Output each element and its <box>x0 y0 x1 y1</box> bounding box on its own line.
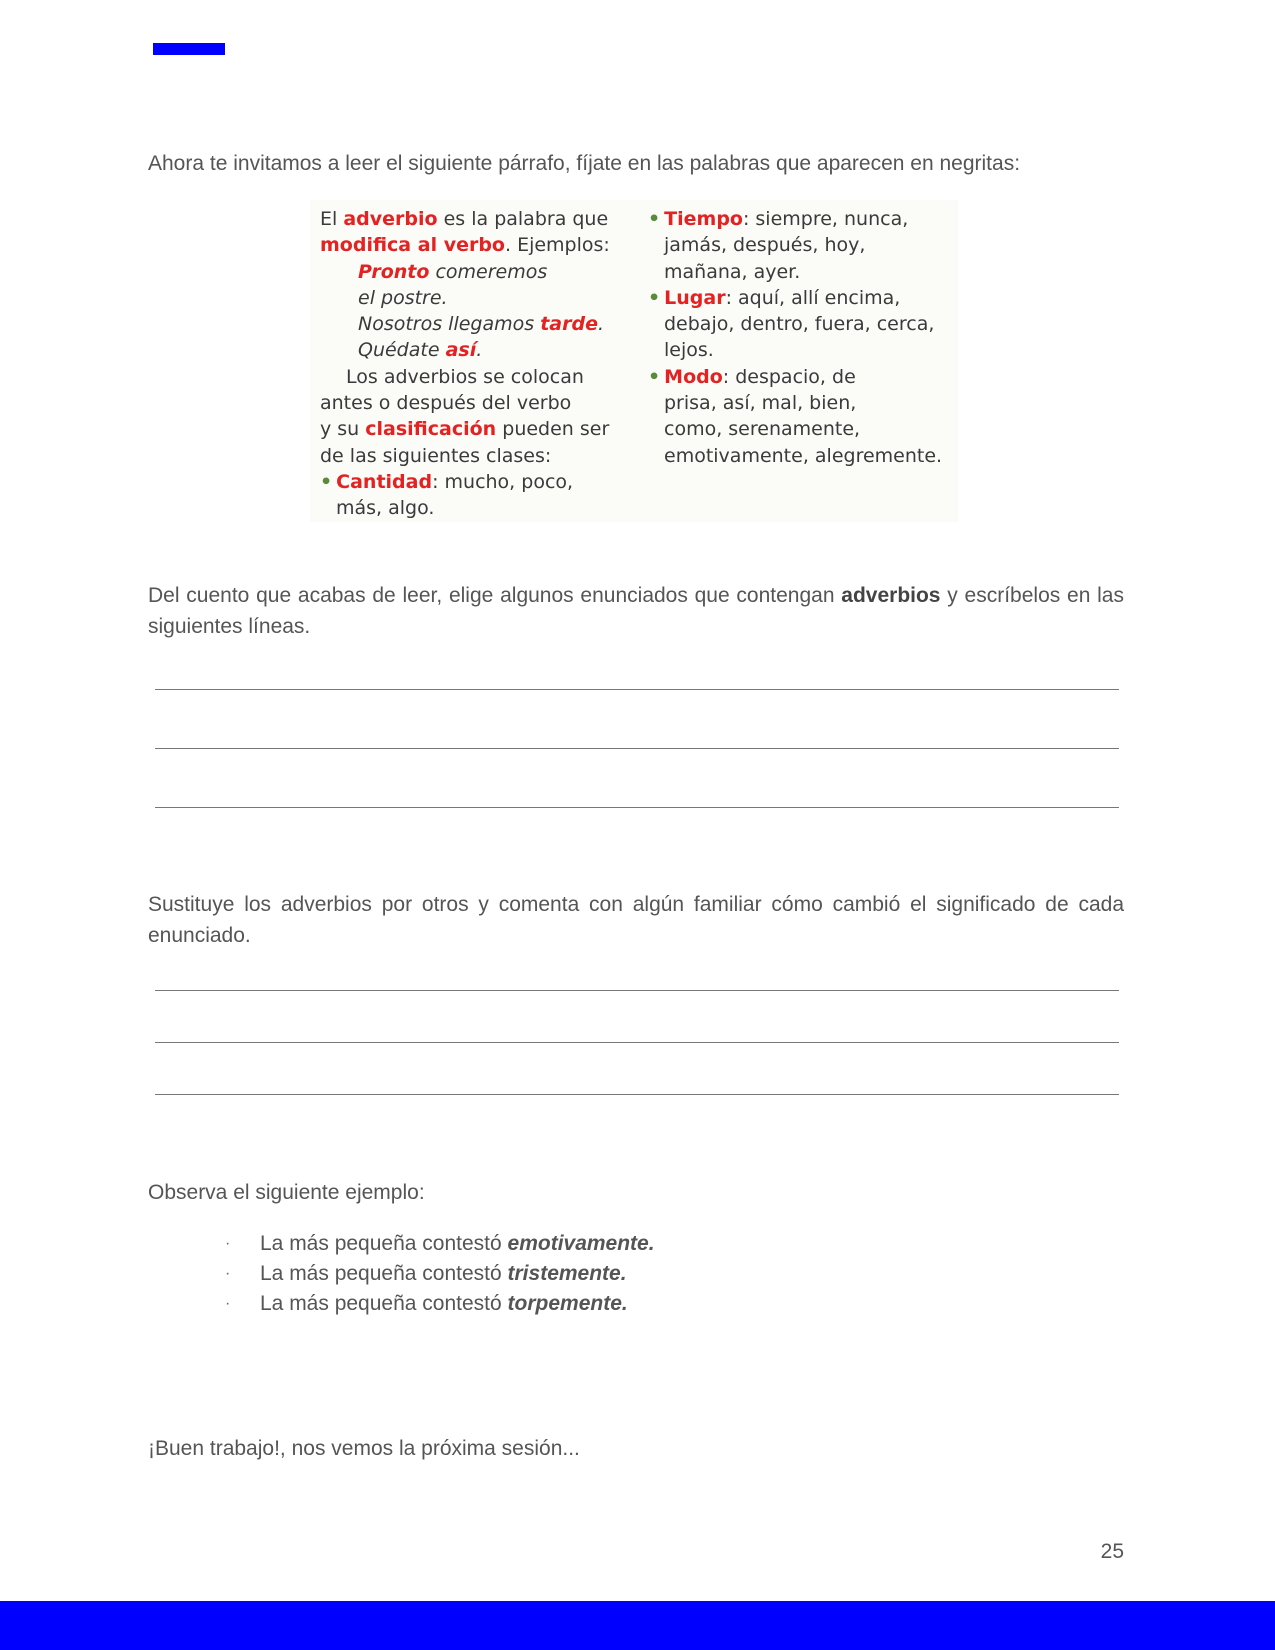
text: La más pequeña contestó <box>260 1232 508 1255</box>
adverb: tristemente. <box>507 1262 627 1285</box>
page-number: 25 <box>1100 1540 1124 1563</box>
example-line: el postre. <box>358 286 448 309</box>
text: : despacio, de <box>722 365 856 388</box>
answer-line[interactable] <box>155 689 1119 690</box>
list-item <box>225 1229 655 1259</box>
keyword: Lugar <box>664 286 726 309</box>
text: El <box>320 208 344 230</box>
text: Quédate <box>358 339 446 362</box>
example-title: Observa el siguiente ejemplo: <box>148 1181 425 1204</box>
category-line: emotivamente, alegremente. <box>664 444 943 467</box>
text: comeremos <box>429 260 548 283</box>
category-lugar <box>648 285 958 311</box>
bullet-icon: · <box>225 1235 231 1252</box>
keyword: clasificación <box>365 418 497 441</box>
closing-text: ¡Buen trabajo!, nos vemos la próxima sesión... <box>148 1437 580 1460</box>
example-line <box>320 259 630 285</box>
info-line <box>320 206 630 232</box>
answer-line[interactable] <box>155 1094 1119 1095</box>
text: pueden ser <box>496 418 610 441</box>
category-cantidad <box>320 469 630 495</box>
bullet-icon: • <box>648 286 661 309</box>
info-line <box>320 232 630 258</box>
adverb: emotivamente. <box>507 1232 655 1255</box>
bold-term: adverbios <box>841 584 941 607</box>
category-line: jamás, después, hoy, <box>664 234 866 257</box>
adverb: torpemente. <box>507 1292 628 1315</box>
text: y escríbelos en las siguientes líneas. <box>148 584 1124 638</box>
bullet-icon: • <box>648 208 661 230</box>
category-tiempo <box>648 206 958 232</box>
text: es la palabra que <box>437 208 609 230</box>
adverb-info-box <box>310 200 958 522</box>
list-item <box>225 1289 655 1319</box>
text: y su <box>320 418 366 441</box>
info-box-right-column <box>648 206 958 469</box>
header-accent-bar <box>153 43 225 55</box>
info-line: antes o después del verbo <box>320 392 572 415</box>
text: . <box>597 313 605 336</box>
intro-text: Ahora te invitamos a leer el siguiente párrafo, fíjate en las palabras que aparecen en negritas: <box>148 152 1021 175</box>
text: . <box>476 339 483 362</box>
footer-bar <box>0 1601 1275 1650</box>
keyword: tarde <box>540 313 598 336</box>
category-line: más, algo. <box>336 497 435 520</box>
category-line: lejos. <box>664 339 714 362</box>
bullet-icon: · <box>225 1265 231 1282</box>
category-line: como, serenamente, <box>664 418 861 441</box>
keyword: así <box>445 339 477 362</box>
info-line: de las siguientes clases: <box>320 444 552 467</box>
text: . Ejemplos: <box>505 234 610 257</box>
category-line: debajo, dentro, fuera, cerca, <box>664 313 935 336</box>
keyword: Cantidad <box>336 470 433 493</box>
text: La más pequeña contestó <box>260 1262 508 1285</box>
info-line <box>320 416 630 442</box>
question-1 <box>148 580 1124 642</box>
category-line: prisa, así, mal, bien, <box>664 392 857 415</box>
text: : siempre, nunca, <box>742 208 909 230</box>
answer-line[interactable] <box>155 1042 1119 1043</box>
text: : aquí, allí encima, <box>725 286 901 309</box>
answer-line[interactable] <box>155 807 1119 808</box>
question-2: Sustituye los adverbios por otros y comenta con algún familiar cómo cambió el significado de cada enunciado. <box>148 893 1124 947</box>
bullet-icon: • <box>320 470 333 493</box>
keyword: Pronto <box>358 260 430 283</box>
text: La más pequeña contestó <box>260 1292 508 1315</box>
example-list <box>225 1229 655 1319</box>
text: Nosotros llegamos <box>358 313 541 336</box>
keyword: Modo <box>664 365 723 388</box>
example-line <box>320 311 630 337</box>
answer-line[interactable] <box>155 748 1119 749</box>
list-item <box>225 1259 655 1289</box>
category-modo <box>648 364 958 390</box>
keyword: adverbio <box>343 208 438 230</box>
text: Del cuento que acabas de leer, elige algunos enunciados que contengan <box>148 584 842 607</box>
example-line <box>320 337 630 363</box>
text: : mucho, poco, <box>432 470 574 493</box>
category-line: mañana, ayer. <box>664 260 801 283</box>
info-line: Los adverbios se colocan <box>346 365 584 388</box>
info-box-left-column <box>320 206 630 522</box>
bullet-icon: · <box>225 1295 231 1312</box>
keyword: modifica al verbo <box>320 234 505 257</box>
keyword: Tiempo <box>664 208 743 230</box>
bullet-icon: • <box>648 365 661 388</box>
answer-line[interactable] <box>155 990 1119 991</box>
